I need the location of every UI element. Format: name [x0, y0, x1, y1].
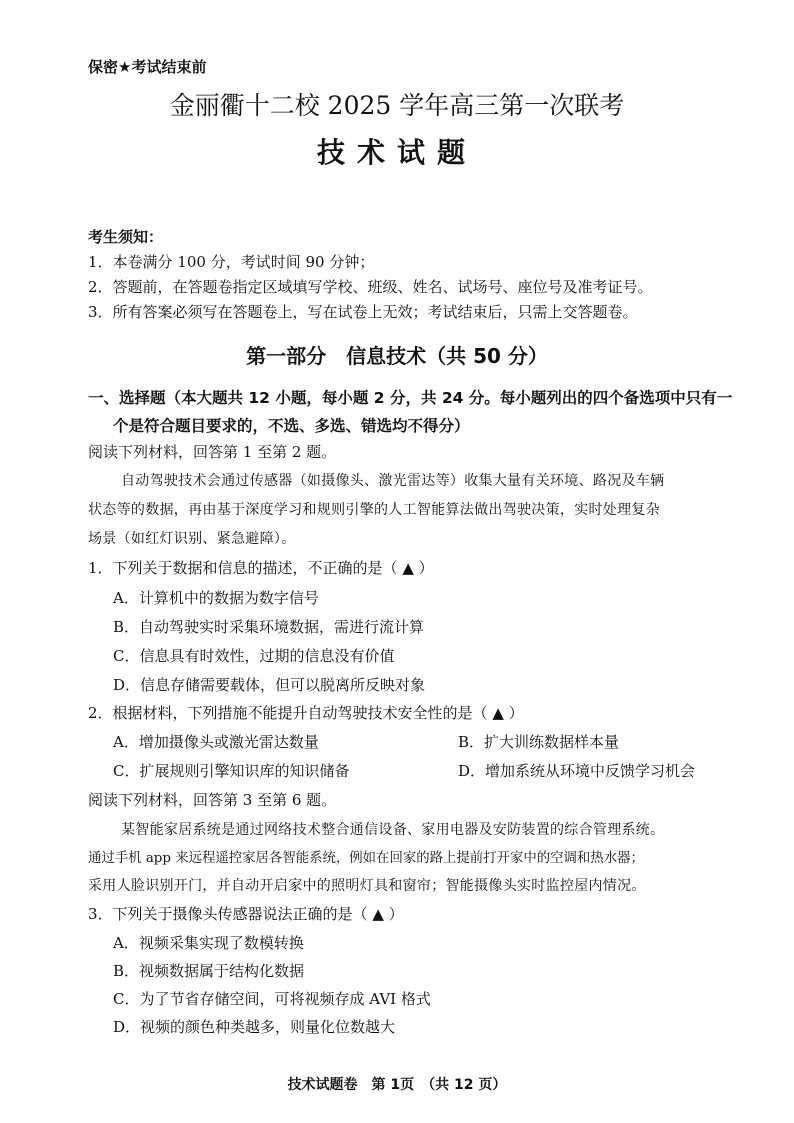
notice-item: 1．本卷满分 100 分，考试时间 90 分钟； — [88, 253, 375, 271]
notice-item: 3．所有答案必须写在答题卷上，写在试卷上无效；考试结束后，只需上交答题卷。 — [88, 303, 638, 321]
q2-option-c: C．扩展规则引擎知识库的知识储备 — [113, 762, 350, 780]
reading-paragraph-line: 通过手机 app 来远程遥控家居各智能系统，例如在回家的路上提前打开家中的空调和热水器； — [88, 851, 644, 866]
notice-item: 2．答题前，在答题卷指定区域填写学校、班级、姓名、试场号、座位号及准考证号。 — [88, 278, 653, 296]
q1-option-d: D．信息存储需要载体，但可以脱离所反映对象 — [113, 676, 426, 694]
q2-option-b: B．扩大训练数据样本量 — [458, 733, 620, 751]
reading-intro: 阅读下列材料，回答第 1 至第 2 题。 — [88, 443, 337, 461]
exam-title: 金丽衢十二校 2025 学年高三第一次联考 — [169, 91, 625, 120]
reading-intro: 阅读下列材料，回答第 3 至第 6 题。 — [88, 791, 337, 809]
q3-option-d: D．视频的颜色种类越多，则量化位数越大 — [113, 1018, 396, 1036]
q3-option-a: A．视频采集实现了数模转换 — [113, 934, 304, 952]
confidential-label: 保密★考试结束前 — [88, 58, 207, 76]
q1-option-b: B．自动驾驶实时采集环境数据，需进行流计算 — [113, 618, 425, 636]
q3-option-c: C．为了节省存储空间，可将视频存成 AVI 格式 — [113, 990, 431, 1008]
reading-paragraph-line: 某智能家居系统是通过网络技术整合通信设备、家用电器及安防装置的综合管理系统。 — [121, 822, 665, 838]
section-instruction-cont: 个是符合题目要求的，不选、多选、错选均不得分） — [113, 417, 470, 435]
subject-title: 技术试题 — [316, 136, 477, 169]
q1-option-c: C．信息具有时效性，过期的信息没有价值 — [113, 647, 395, 665]
q2-option-d: D．增加系统从环境中反馈学习机会 — [458, 762, 696, 780]
section-instruction: 一、选择题（本大题共 12 小题，每小题 2 分，共 24 分。每小题列出的四个备选项中只有一 — [88, 389, 733, 407]
q2-option-a: A．增加摄像头或激光雷达数量 — [113, 733, 319, 751]
page-footer: 技术试题卷 第 1页 （共 12 页） — [287, 1077, 507, 1093]
q3-option-b: B．视频数据属于结构化数据 — [113, 962, 305, 980]
reading-paragraph-line: 采用人脸识别开门，并自动开启家中的照明灯具和窗帘；智能摄像头实时监控屋内情况。 — [88, 878, 646, 894]
reading-paragraph-line: 状态等的数据，再由基于深度学习和规则引擎的人工智能算法做出驾驶决策，实时处理复杂 — [88, 502, 660, 518]
notice-heading: 考生须知： — [88, 228, 164, 246]
q1-option-a: A．计算机中的数据为数字信号 — [113, 589, 319, 607]
question-3-stem: 3．下列关于摄像头传感器说法正确的是（ ▲ ） — [88, 905, 404, 923]
question-1-stem: 1．下列关于数据和信息的描述，不正确的是（ ▲ ） — [88, 559, 434, 577]
reading-paragraph-line: 场景（如红灯识别、紧急避障）。 — [88, 531, 296, 547]
reading-paragraph-line: 自动驾驶技术会通过传感器（如摄像头、激光雷达等）收集大量有关环境、路况及车辆 — [121, 473, 665, 489]
question-2-stem: 2．根据材料，下列措施不能提升自动驾驶技术安全性的是（ ▲ ） — [88, 704, 524, 722]
part-title: 第一部分 信息技术（共 50 分） — [246, 344, 548, 368]
